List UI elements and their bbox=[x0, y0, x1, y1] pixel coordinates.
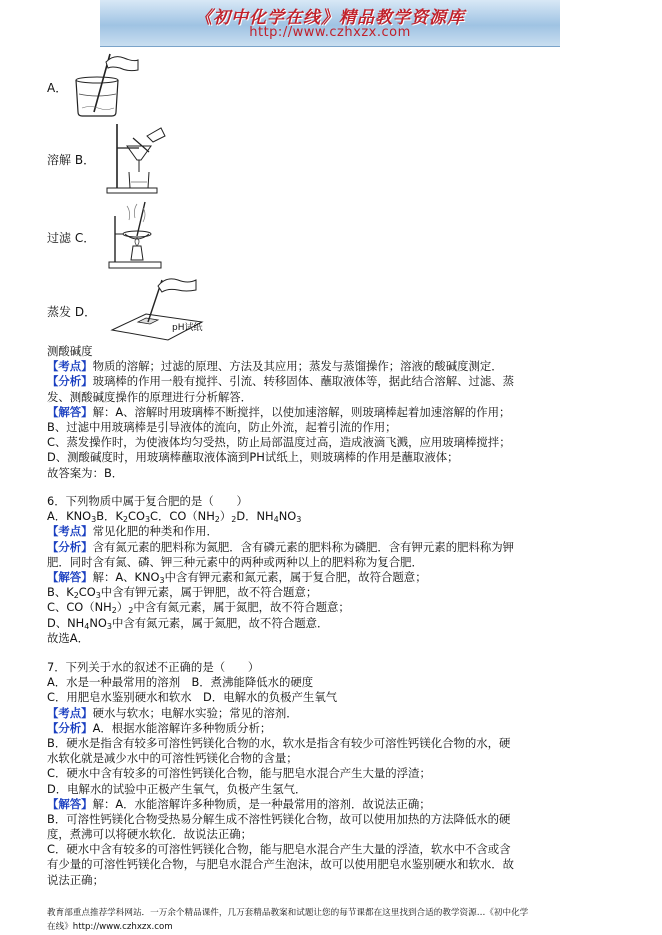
q6-opt-c: C．CO（NH bbox=[150, 509, 215, 524]
q7-fenxi-2: B．硬水是指含有较多可溶性钙镁化合物的水，软水是指含有较少可溶性钙镁化合物的水，硬 bbox=[47, 735, 511, 750]
q6-jc-pre: C、CO（NH bbox=[47, 600, 112, 615]
q6-kaodian-line bbox=[47, 524, 617, 539]
q7-jieda-tag: 【解答】 bbox=[47, 796, 93, 811]
figure-dissolving bbox=[68, 50, 140, 118]
q7-kaodian: 硬水与软水；电解水实验；常见的溶剂． bbox=[92, 705, 298, 720]
q6-jieda-c bbox=[47, 600, 617, 615]
q7-jieda-3: 度，煮沸可以将硬水软化．故说法正确； bbox=[47, 827, 253, 842]
figure-ph-test bbox=[106, 274, 216, 344]
q6-jd-sub1: 4 bbox=[84, 621, 90, 631]
q5-jieda-3: C、蒸发操作时，为使液体均匀受热，防止局部温度过高，造成液滴飞溅，应用玻璃棒搅拌； bbox=[47, 435, 511, 450]
q6-kaodian: 常见化肥的种类和作用． bbox=[92, 524, 218, 539]
q5-fenxi-line-1 bbox=[47, 374, 617, 389]
figure-evaporation bbox=[103, 196, 171, 272]
q7-jieda-line-1 bbox=[47, 797, 617, 812]
q6-jb-sub2: 3 bbox=[95, 591, 101, 601]
q7-fenxi-3: 水软化就是减少水中的可溶性钙镁化合物的含量； bbox=[47, 751, 298, 766]
q6-jieda-tag: 【解答】 bbox=[47, 569, 93, 584]
q7-fenxi-5: D．电解水的试验中正极产生氧气，负极产生氢气． bbox=[47, 781, 307, 796]
header-banner bbox=[100, 0, 560, 47]
q6-jb-mid: CO bbox=[78, 585, 96, 600]
q7-jieda-6: 说法正确； bbox=[47, 872, 104, 887]
q6-opt-d-mid: NO bbox=[278, 509, 297, 524]
banner-title: 《初中化学在线》精品教学资源库 bbox=[195, 8, 465, 28]
q7-fenxi-tag: 【分析】 bbox=[47, 720, 93, 735]
q7-fenxi-1: A．根据水能溶解许多种物质分析； bbox=[92, 720, 272, 735]
banner-url[interactable]: http://www.czhxzx.com bbox=[249, 25, 411, 40]
option-d-label bbox=[47, 303, 96, 320]
option-c-letter: C． bbox=[74, 231, 96, 245]
q5-kaodian-line bbox=[47, 359, 617, 374]
q6-jc-sub1: 2 bbox=[111, 606, 117, 616]
q7-stem: 7．下列关于水的叙述不正确的是（ ） bbox=[47, 660, 260, 674]
q6-opt-b-sub1: 2 bbox=[122, 515, 129, 525]
q5-jieda-2: B、过滤中用玻璃棒是引导液体的流向，防止外流，起着引流的作用； bbox=[47, 419, 397, 434]
q6-opt-a-sub: 3 bbox=[91, 515, 97, 525]
q6-opt-b-sub2: 3 bbox=[144, 515, 151, 525]
q7-opt-cd: C．用肥皂水鉴别硬水和软水 D．电解水的负极产生氧气 bbox=[47, 690, 338, 705]
q6-jc-post: 中含有氮元素，属于氮肥，故不符合题意； bbox=[133, 600, 350, 615]
q7-opt-ab: A．水是一种最常用的溶剂 B．煮沸能降低水的硬度 bbox=[47, 675, 314, 690]
q6-opt-b-mid: CO bbox=[128, 509, 145, 524]
q6-opt-c-mid: ） bbox=[219, 509, 232, 524]
option-c-label bbox=[47, 229, 95, 246]
q5-jieda-1: 解：A、溶解时用玻璃棒不断搅拌，以使加速溶解，则玻璃棒起着加速溶解的作用； bbox=[92, 404, 511, 419]
after-d-text: 测酸碱度 bbox=[47, 344, 93, 358]
option-c-prefix: 过滤 bbox=[47, 231, 72, 245]
q5-answer: 故答案为：B． bbox=[47, 465, 124, 480]
q6-ja-post: 中含有钾元素和氮元素，属于复合肥，故符合题意； bbox=[164, 569, 427, 584]
q7-jieda-5: 有少量的可溶性钙镁化合物，与肥皂水混合产生泡沫，故可以使用肥皂水鉴别硬水和软水．故 bbox=[47, 857, 515, 872]
q7-jieda-4: C．硬水中含有较多的可溶性钙镁化合物，能与肥皂水混合产生大量的浮渣，软水中不含或含 bbox=[47, 842, 511, 857]
option-a-letter: A． bbox=[47, 81, 68, 95]
q6-jc-sub2: 2 bbox=[128, 606, 134, 616]
q6-jieda-b bbox=[47, 585, 617, 600]
option-a-label bbox=[47, 79, 67, 96]
q6-block bbox=[47, 494, 617, 646]
q6-kaodian-tag: 【考点】 bbox=[47, 524, 93, 539]
footer-line-2[interactable]: 在线》http://www.czhxzx.com bbox=[47, 922, 173, 932]
q5-fenxi-2: 发、测酸碱度操作的原理进行分析解答． bbox=[47, 389, 253, 404]
q6-opt-d-sub2: 3 bbox=[296, 515, 302, 525]
q6-fenxi-2: 肥．同时含有氮、磷、钾三种元素中的两种或两种以上的肥料称为复合肥． bbox=[47, 554, 423, 569]
q6-fenxi-1: 含有氮元素的肥料称为氮肥．含有磷元素的肥料称为磷肥．含有钾元素的肥料称为钾 bbox=[92, 539, 515, 554]
option-b-letter: B． bbox=[74, 153, 96, 167]
q6-jd-mid: NO bbox=[89, 615, 107, 630]
option-b-label bbox=[47, 151, 95, 168]
q6-opt-a: A．KNO bbox=[47, 509, 92, 524]
figure-filtration bbox=[103, 122, 173, 196]
q6-opt-c-sub1: 2 bbox=[214, 515, 220, 525]
q5-fenxi-1: 玻璃棒的作用一般有搅拌、引流、转移固体、蘸取液体等，据此结合溶解、过滤、蒸 bbox=[92, 374, 515, 389]
q6-jb-sub1: 2 bbox=[73, 591, 79, 601]
q7-block bbox=[47, 660, 617, 888]
q6-jieda-d bbox=[47, 616, 617, 631]
q6-jd-sub2: 3 bbox=[106, 621, 112, 631]
q6-ja-sub: 3 bbox=[159, 575, 165, 585]
page-footer bbox=[47, 906, 622, 934]
q6-answer: 故选A． bbox=[47, 630, 89, 645]
q5-kaodian: 物质的溶解；过滤的原理、方法及其应用；蒸发与蒸馏操作；溶液的酸碱度测定． bbox=[92, 359, 503, 374]
q6-jb-post: 中含有钾元素，属于钾肥，故不符合题意； bbox=[100, 585, 318, 600]
q5-analysis bbox=[47, 344, 617, 481]
q7-kaodian-line bbox=[47, 706, 617, 721]
q7-fenxi-4: C．硬水中含有较多的可溶性钙镁化合物，能与肥皂水混合产生大量的浮渣； bbox=[47, 766, 431, 781]
q6-jd-pre: D、NH bbox=[47, 615, 85, 630]
q6-stem: 6．下列物质中属于复合肥的是（ ） bbox=[47, 494, 248, 508]
q6-fenxi-tag: 【分析】 bbox=[47, 539, 93, 554]
q7-fenxi-line-1 bbox=[47, 721, 617, 736]
q6-ja-pre: 解：A、KNO bbox=[92, 569, 160, 584]
q5-jieda-line-1 bbox=[47, 405, 617, 420]
q5-jieda-tag: 【解答】 bbox=[47, 404, 93, 419]
q6-opt-c-sub2: 2 bbox=[231, 515, 237, 525]
q5-kaodian-tag: 【考点】 bbox=[47, 359, 93, 374]
q6-jb-pre: B、K bbox=[47, 585, 74, 600]
q7-jieda-1: 解：A．水能溶解许多种物质，是一种最常用的溶剂．故说法正确； bbox=[92, 796, 431, 811]
q6-jd-post: 中含有氮元素，属于氮肥，故不符合题意． bbox=[111, 615, 329, 630]
option-d-letter: D． bbox=[74, 305, 97, 319]
q6-jieda-a bbox=[47, 570, 617, 585]
q6-opt-d-sub1: 4 bbox=[273, 515, 279, 525]
q6-fenxi-line-1 bbox=[47, 540, 617, 555]
option-d-prefix: 蒸发 bbox=[47, 305, 72, 319]
q5-fenxi-tag: 【分析】 bbox=[47, 374, 93, 389]
q6-options bbox=[47, 509, 617, 524]
ph-paper-label: pH试纸 bbox=[172, 323, 203, 333]
q5-jieda-4: D、测酸碱度时，用玻璃棒蘸取液体滴到PH试纸上，则玻璃棒的作用是蘸取液体； bbox=[47, 450, 459, 465]
q7-kaodian-tag: 【考点】 bbox=[47, 705, 93, 720]
q7-jieda-2: B．可溶性钙镁化合物受热易分解生成不溶性钙镁化合物，故可以使用加热的方法降低水的硬 bbox=[47, 811, 511, 826]
footer-line-1: 教育部重点推荐学科网站．一万余个精品课件，几万套精品教案和试题让您的每节课都在这里找到合适的教学资源…《初中化学 bbox=[47, 908, 529, 918]
q6-jc-mid: ） bbox=[116, 600, 129, 615]
q6-opt-b: B．K bbox=[96, 509, 123, 524]
option-b-prefix: 溶解 bbox=[47, 153, 72, 167]
q6-opt-d: D．NH bbox=[236, 509, 274, 524]
